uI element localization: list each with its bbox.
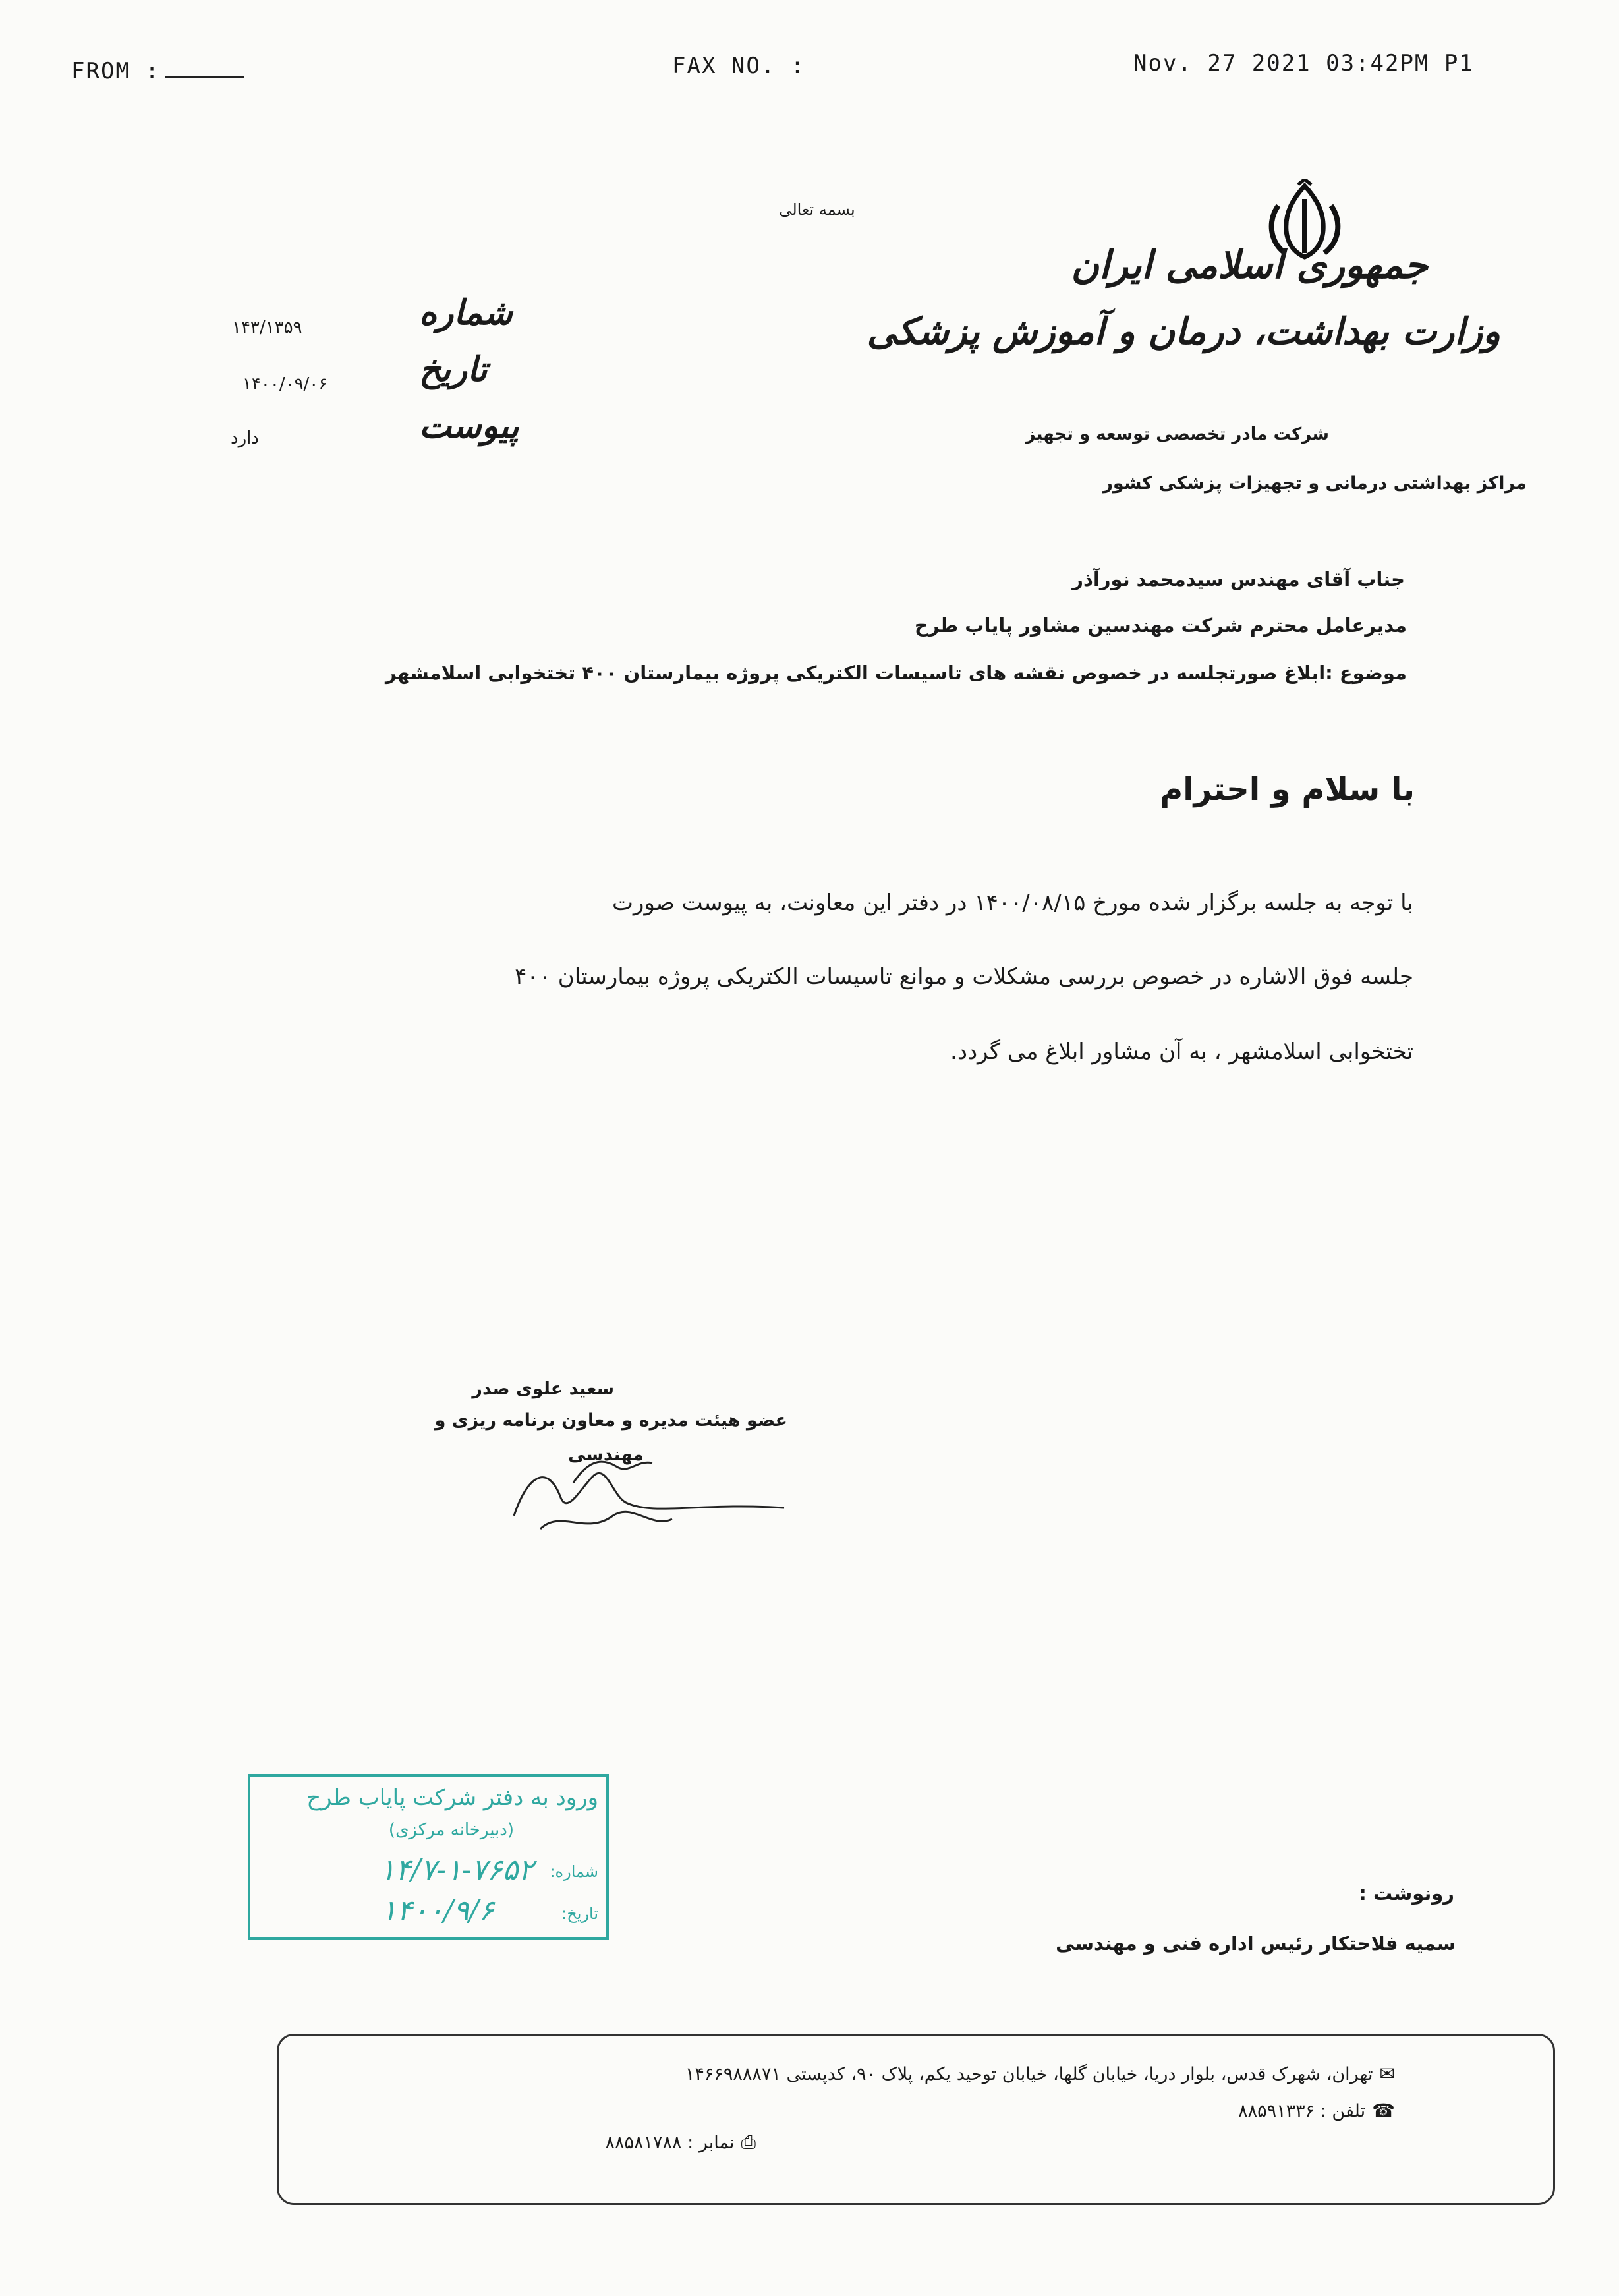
footer-phone <box>1238 2100 1395 2121</box>
fax-datetime: Nov. 27 2021 03:42PM P1 <box>1133 50 1474 76</box>
signatory-title-line1: عضو هیئت مدیره و معاون برنامه ریزی و <box>434 1410 787 1431</box>
letter-date-label: تاریخ <box>419 349 488 389</box>
fax-number-label: FAX NO. : <box>672 53 806 79</box>
subject-line: موضوع :ابلاغ صورتجلسه در خصوص نقشه های تاسیسات الکتریکی پروژه بیمارستان ۴۰۰ تختخوابی اسلامشهر <box>385 662 1407 684</box>
signatory-title-line2: مهندسی <box>567 1445 644 1465</box>
stamp-title: ورود به دفتر شرکت پایاب طرح <box>306 1785 598 1811</box>
bismillah-heading: بسمه تعالی <box>779 200 855 219</box>
fax-from-label <box>71 58 244 84</box>
fax-from-underline <box>165 76 244 78</box>
greeting: با سلام و احترام <box>1160 771 1415 808</box>
footer-fax-text: نمابر : ۸۸۵۸۱۷۸۸ <box>605 2133 735 2153</box>
footer-phone-text: تلفن : ۸۸۵۹۱۳۳۶ <box>1238 2101 1366 2121</box>
footer-address <box>685 2063 1395 2084</box>
body-paragraph-line3: تختخوابی اسلامشهر ، به آن مشاور ابلاغ می گردد. <box>950 1039 1413 1065</box>
stamp-number-label: شماره: <box>550 1862 598 1881</box>
envelope-icon: ✉ <box>1379 2063 1395 2084</box>
body-paragraph-line2: جلسه فوق الاشاره در خصوص بررسی مشکلات و موانع تاسیسات الکتریکی پروژه بیمارستان ۴۰۰ <box>515 963 1413 990</box>
handwritten-signature <box>501 1437 791 1549</box>
stamp-date-label: تاریخ: <box>561 1905 598 1923</box>
cc-recipient: سمیه فلاحتکار رئیس اداره فنی و مهندسی <box>1056 1932 1456 1955</box>
addressee-name: جناب آقای مهندس سیدمحمد نورآذر <box>1072 568 1405 590</box>
letter-date-value: ۱۴۰۰/۰۹/۰۶ <box>242 374 328 394</box>
footer-fax <box>606 2131 756 2154</box>
letter-attachment-value: دارد <box>231 428 259 448</box>
telephone-icon: ☎ <box>1372 2100 1395 2121</box>
footer-address-text: تهران، شهرک قدس، بلوار دریا، خیابان گلها، خیابان توحید یکم، پلاک ۹۰، کدپستی ۱۴۶۶۹۸۸۸۷۱ <box>685 2064 1373 2084</box>
ministry-name-line1: جمهوری اسلامی ایران <box>1071 243 1428 287</box>
addressee-title: مدیرعامل محترم شرکت مهندسین مشاور پایاب طرح <box>914 614 1407 637</box>
ministry-name-line2: وزارت بهداشت، درمان و آموزش پزشکی <box>866 310 1500 353</box>
fax-icon: ⎙ <box>741 2131 756 2153</box>
letter-attachment-label: پیوست <box>419 406 519 446</box>
stamp-subtitle: (دبیرخانه مرکزی) <box>388 1820 514 1840</box>
fax-from-text: FROM : <box>71 58 160 84</box>
letter-number-label: شماره <box>419 293 513 333</box>
stamp-date-value: ۱۴۰۰/۹/۶ <box>381 1894 494 1928</box>
received-stamp <box>248 1774 609 1940</box>
signatory-name: سعید علوی صدر <box>472 1379 614 1399</box>
cc-label: رونوشت : <box>1359 1882 1454 1905</box>
body-paragraph-line1: با توجه به جلسه برگزار شده مورخ ۱۴۰۰/۰۸/۱۵ در دفتر این معاونت، به پیوست صورت <box>612 890 1413 916</box>
organization-line1: شرکت مادر تخصصی توسعه و تجهیز <box>1025 424 1329 444</box>
organization-line2: مراکز بهداشتی درمانی و تجهیزات پزشکی کشور <box>1102 473 1527 494</box>
stamp-number-value: ۱۴/۷-۱-۷۶۵۲ <box>380 1853 534 1887</box>
letter-number-value: ۱۴۳/۱۳۵۹ <box>232 318 302 337</box>
